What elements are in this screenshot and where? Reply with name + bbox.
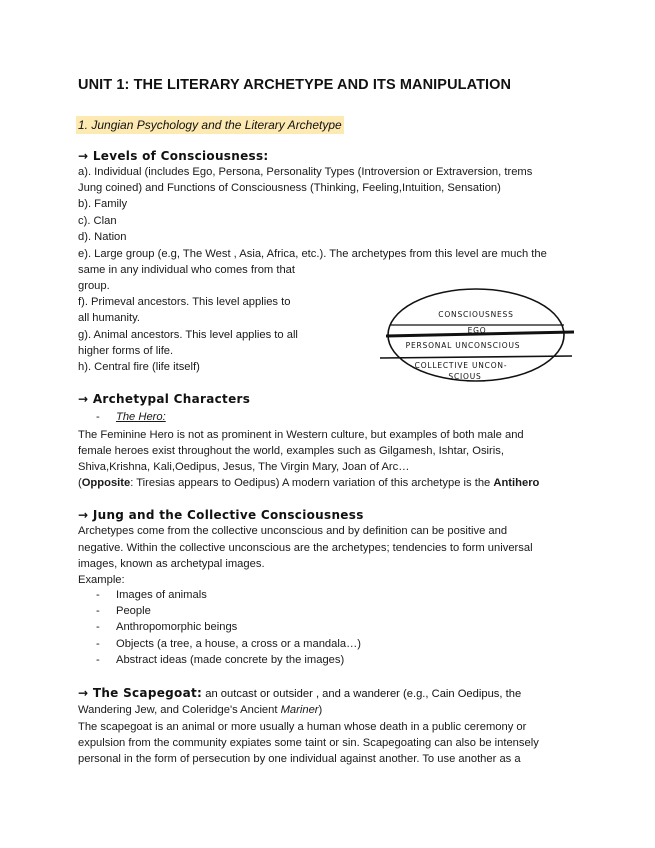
hero-bullet: - xyxy=(96,411,100,423)
example-item: Abstract ideas (made concrete by the images) xyxy=(116,654,345,666)
levels-line: d). Nation xyxy=(78,231,127,243)
levels-line: f). Primeval ancestors. This level applies to xyxy=(78,296,291,308)
collective-line: Example: xyxy=(78,574,125,586)
hero-subheading: The Hero: xyxy=(116,411,166,423)
example-bullet: - xyxy=(96,589,100,601)
scapegoat-line2-a: Wandering Jew, and Coleridge's Ancient xyxy=(78,704,281,716)
diagram-label-ego: EGO xyxy=(467,326,487,335)
levels-line: h). Central fire (life itself) xyxy=(78,361,200,373)
levels-line: c). Clan xyxy=(78,215,117,227)
levels-heading: → Levels of Consciousness: xyxy=(78,149,269,163)
characters-line: The Feminine Hero is not as prominent in Western culture, but examples of both male and xyxy=(78,429,524,441)
scapegoat-intro: an outcast or outsider , and a wanderer (e.g., Cain Oedipus, the xyxy=(202,688,522,700)
example-item: Anthropomorphic beings xyxy=(116,621,238,633)
levels-line: all humanity. xyxy=(78,312,140,324)
scapegoat-line xyxy=(78,702,322,718)
example-item: Objects (a tree, a house, a cross or a mandala…) xyxy=(116,638,361,650)
example-bullet: - xyxy=(96,605,100,617)
levels-line: e). Large group (e.g, The West , Asia, Africa, etc.). The archetypes from this level are much the xyxy=(78,248,547,260)
scapegoat-line2-b: ) xyxy=(318,704,323,716)
levels-line: same in any individual who comes from that xyxy=(78,264,296,276)
diagram-label-collective-2: SCIOUS xyxy=(448,372,482,381)
example-bullet: - xyxy=(96,621,100,633)
levels-line: Jung coined) and Functions of Consciousness (Thinking, Feeling,Intuition, Sensation) xyxy=(78,182,501,194)
example-bullet: - xyxy=(96,638,100,650)
collective-line: negative. Within the collective unconscious are the archetypes; tendencies to form universal xyxy=(78,542,533,554)
mariner-word: Mariner xyxy=(280,704,319,716)
antihero-label: Antihero xyxy=(493,477,540,489)
levels-line: a). Individual (includes Ego, Persona, Personality Types (Introversion or Extraversion, trems xyxy=(78,166,533,178)
characters-line: Shiva,Krishna, Kali,Oedipus, Jesus, The Virgin Mary, Joan of Arc… xyxy=(78,461,410,473)
levels-line: g). Animal ancestors. This level applies to all xyxy=(78,329,298,341)
page-title: UNIT 1: THE LITERARY ARCHETYPE AND ITS MANIPULATION xyxy=(78,77,512,93)
scapegoat-line: personal in the form of persecution by one individual against another. To use another as a xyxy=(78,753,521,765)
characters-line-opposite xyxy=(78,475,539,491)
collective-heading: → Jung and the Collective Consciousness xyxy=(78,508,364,522)
opposite-text: : Tiresias appears to Oedipus) A modern variation of this archetype is the xyxy=(130,477,494,489)
consciousness-diagram xyxy=(376,286,576,388)
characters-line: female heroes exist throughout the world, examples such as Gilgamesh, Ishtar, Osiris, xyxy=(78,445,504,457)
characters-heading: → Archetypal Characters xyxy=(78,392,251,406)
scapegoat-line: expulsion from the community expiates some taint or sin. Scapegoating can also be intensely xyxy=(78,737,539,749)
scapegoat-heading: → The Scapegoat: xyxy=(78,686,203,700)
diagram-label-consciousness: CONSCIOUSNESS xyxy=(438,310,514,319)
unconscious-divider xyxy=(380,356,572,358)
example-bullet: - xyxy=(96,654,100,666)
collective-line: images, known as archetypal images. xyxy=(78,558,265,570)
example-item: People xyxy=(116,605,151,617)
paren-open: ( xyxy=(78,477,82,489)
levels-line: group. xyxy=(78,280,110,292)
scapegoat-heading-line xyxy=(78,686,521,700)
example-item: Images of animals xyxy=(116,589,207,601)
levels-line: higher forms of life. xyxy=(78,345,174,357)
diagram-label-personal: PERSONAL UNCONSCIOUS xyxy=(405,341,521,350)
diagram-label-collective-1: COLLECTIVE UNCON- xyxy=(414,361,508,370)
collective-line: Archetypes come from the collective unconscious and by definition can be positive and xyxy=(78,525,508,537)
levels-line: b). Family xyxy=(78,198,128,210)
highlighted-subtitle: 1. Jungian Psychology and the Literary Archetype xyxy=(78,118,342,132)
opposite-label: Opposite xyxy=(81,477,131,489)
scapegoat-line: The scapegoat is an animal or more usually a human whose death in a public ceremony or xyxy=(78,721,527,733)
